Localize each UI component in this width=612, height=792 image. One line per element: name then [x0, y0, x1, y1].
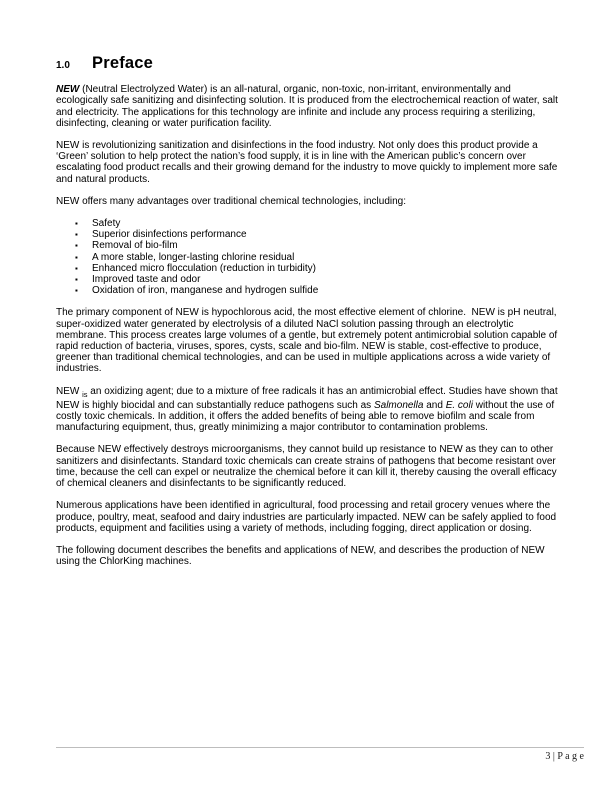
bullet-icon: ▪ [75, 219, 78, 229]
page-number-label: 3 | P a g e [545, 751, 584, 762]
list-item [56, 240, 558, 251]
page-content [56, 54, 558, 578]
list-item-label: Superior disinfections performance [92, 229, 247, 241]
bullet-icon: ▪ [75, 263, 78, 273]
list-item [56, 252, 558, 263]
list-item-label: A more stable, longer-lasting chlorine residual [92, 251, 295, 263]
paragraph-revolutionizing: NEW is revolutionizing sanitization and disinfections in the food industry. Not only does this product provide a ‘Green’ solution to help protect the nation’s food supply, it is in line with the American public’s concern over escalating food product recalls and their growing demand for the industry to move quickly to implement more safe and natural products. [56, 140, 558, 185]
paragraph-intro-new: NEW (Neutral Electrolyzed Water) is an all-natural, organic, non-toxic, non-irritant, environmentally and ecologically safe sanitizing and disinfecting solution. It is produced from the electrochemical reaction of water, salt and electricity. The applications for this technology are infinite and include any process requiring a sterilizing, disinfecting, cleaning or water purification facility. [56, 84, 558, 129]
list-item-label: Removal of bio-film [92, 240, 178, 252]
list-item-label: Enhanced micro flocculation (reduction in turbidity) [92, 262, 316, 274]
bullet-icon: ▪ [75, 241, 78, 251]
list-item [56, 218, 558, 229]
paragraph-resistance: Because NEW effectively destroys microorganisms, they cannot build up resistance to NEW as they can to other sanitizers and disinfectants. Standard toxic chemicals can create strains of pathogens that become resistant over time, because the cell can expel or neutralize the chemical before it can kill it, thereby causing the overall efficacy of chemical cleaners and disinfectants to be significantly reduced. [56, 444, 557, 490]
bullet-icon: ▪ [75, 252, 78, 262]
paragraph-oxidizing-agent: NEW $_{is}$ an oxidizing agent; due to a mixture of free radicals it has an antimicrobial effect. Studies have shown that NEW is highly biocidal and can substantially reduce pathogens such as Salmonella and E. coli without the use of costly toxic chemicals. In addition, it offers the added benefits of being able to remove biofilm and scale from manufacturing equipment, thus, greatly minimizing a major contributor to contamination problems. [56, 385, 558, 434]
list-item [56, 285, 558, 296]
section-number: 1.0 [56, 60, 70, 71]
paragraph-applications: Numerous applications have been identified in agricultural, food processing and retail grocery venues where the produce, poultry, meat, seafood and dairy industries are particularly impacted. NEW can be safely applied to food products, equipment and facilities using a variety of methods, including fogging, direct application or dosing. [56, 500, 557, 534]
bullet-icon: ▪ [75, 230, 78, 240]
paragraph-list-intro: NEW offers many advantages over traditional chemical technologies, including: [56, 195, 406, 207]
paragraph-closing: The following document describes the benefits and applications of NEW, and describes the production of NEW using the ChlorKing machines. [56, 544, 545, 568]
list-item-label: Safety [92, 218, 121, 230]
bullet-icon: ▪ [75, 286, 78, 296]
bullet-icon: ▪ [75, 275, 78, 285]
page-title: Preface [92, 54, 154, 72]
list-item [56, 274, 558, 285]
list-item [56, 229, 558, 240]
paragraph-primary-component: The primary component of NEW is hypochlorous acid, the most effective element of chlorine. NEW is pH neutral, super-oxidized water generated by electrolysis of a diluted NaCl solution passing through an electrolytic membrane. This process creates large volumes of a gentle, but extremely potent antimicrobial solution capable of rapid reduction of bacteria, viruses, spores, cysts, scale and bio-film. NEW is stable, cost-effective to produce, greener than traditional chemical technologies, and can be used in multiple applications across a wide variety of industries. [56, 307, 558, 375]
list-item-label: Improved taste and odor [92, 274, 201, 286]
advantages-list [56, 218, 558, 296]
list-item-label: Oxidation of iron, manganese and hydrogen sulfide [92, 285, 319, 297]
footer-divider [56, 747, 584, 748]
list-item [56, 263, 558, 274]
section-heading [56, 54, 558, 72]
